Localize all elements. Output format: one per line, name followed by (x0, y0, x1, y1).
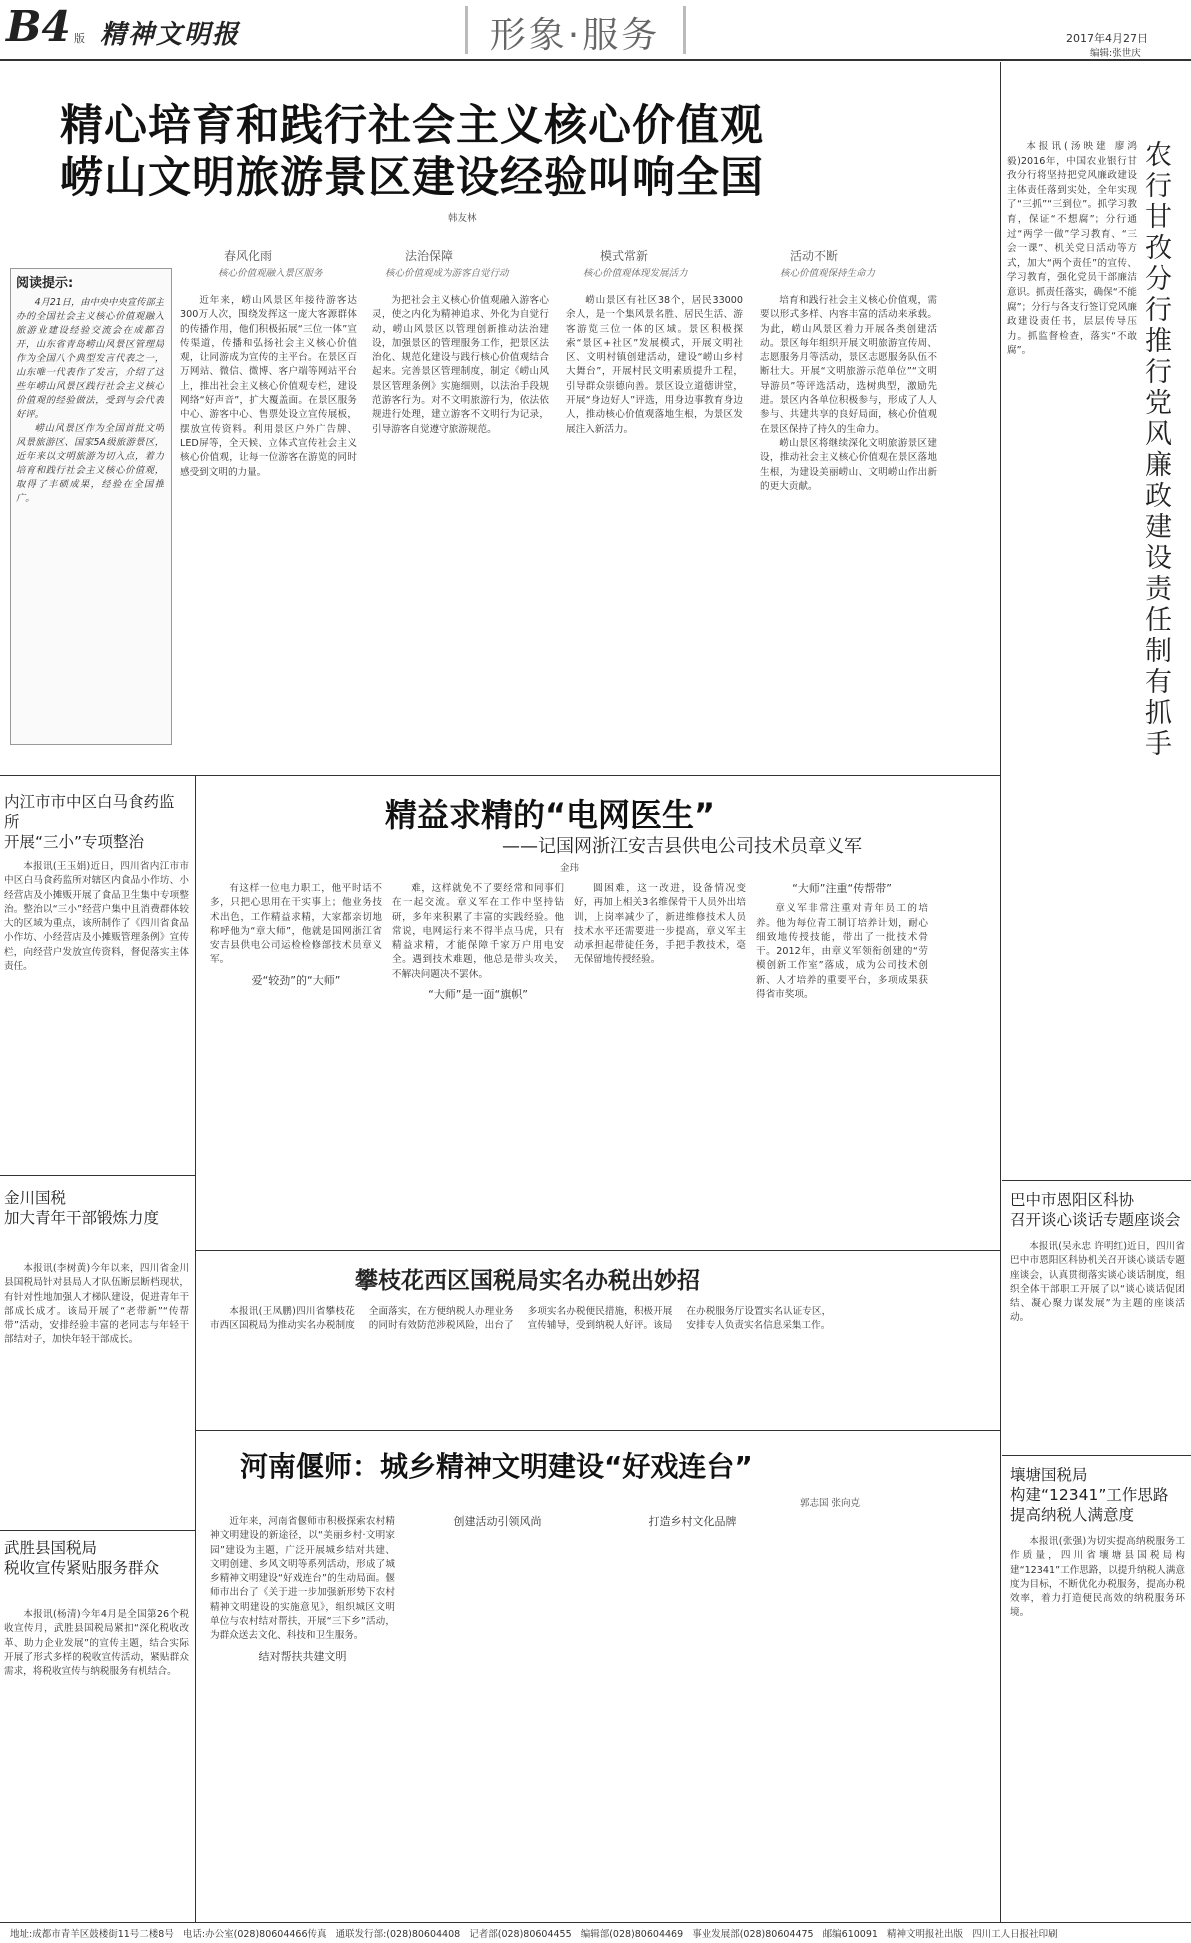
section-note-2: 核心价值观成为游客自觉行动 (385, 268, 509, 279)
jinchuan-text-p: 本报讯(李树黄)今年以来，四川省金川县国税局针对县局人才队伍断层断档现状，有针对性地加强人才梯队建设，促进青年干部成长成才。该局开展了“老带新”“传帮带”活动，安排经验丰富的老同志与年轻干部结对子，加快年轻干部成长。 (4, 1263, 189, 1346)
main-col-2 (372, 294, 549, 759)
main-col-2-text: 为把社会主义核心价值观融入游客心灵，使之内化为精神追求、外化为自觉行动，崂山风景区以管理创新推动法治建设，加强景区的管理服务工作，把景区法治化、规范化建设与践行核心价值观结合起来。完善景区管理制度，制定《崂山风景区管理条例》实施细则，以法治手段规范游客行为。对不文明旅游行为，依法依规进行处理，建立游客不文明行为记录，引导游客自觉遵守旅游规范。 (372, 295, 549, 435)
main-col-4 (760, 294, 937, 759)
rangtang-title-line3: 提高纳税人满意度 (1010, 1506, 1135, 1524)
footer-editorial: 编辑部(028)80604469 (580, 1929, 684, 1940)
editor-name: 编辑:张世庆 (1090, 48, 1141, 59)
enyang-title-line1: 巴中市恩阳区科协 (1010, 1191, 1135, 1209)
section-note-4: 核心价值观保持生命力 (780, 268, 876, 279)
yanshi-title: 河南偃师：城乡精神文明建设“好戏连台” (240, 1450, 753, 1483)
panzhihua-text-p: 本报讯(王凤鹏)四川省攀枝花市西区国税局为推动实名办税制度全面落实，在方便纳税人办理业务的同时有效防范涉税风险，出台了多项实名办税便民措施，积极开展宣传辅导，受到纳税人好评。该局在办税服务厅设置实名认证专区，安排专人负责实名信息采集工作。 (210, 1306, 832, 1332)
baima-text (4, 860, 189, 1150)
section-title-3: 模式常新 (600, 249, 649, 263)
main-col-4-text: 培育和践行社会主义核心价值观，需要以形式多样、内容丰富的活动来承载。为此，崂山风景区着力开展各类创建活动。景区每年组织开展文明旅游宣传周、志愿服务月等活动，景区志愿服务队伍不断壮大。开展“文明旅游示范单位”“文明导游员”等评选活动，选树典型，激励先进。景区内各单位积极参与，形成了人人参与、共建共享的良好局面，核心价值观在景区保持了持久的生命力。 (760, 295, 937, 435)
footer-printer: 四川工人日报社印刷 (972, 1929, 1058, 1940)
right-col-title: 农行甘孜分行推行党风廉政建设责任制有抓手 (1145, 140, 1172, 760)
rangtang-title-line2: 构建“12341”工作思路 (1010, 1486, 1169, 1504)
right-lower-rule (1002, 1180, 1191, 1181)
feature-title: 精益求精的“电网医生” (385, 796, 716, 834)
masthead (0, 0, 1191, 60)
footer-postcode: 邮编610091 (822, 1929, 878, 1940)
wusheng-title (4, 1538, 189, 1578)
footer-bar (10, 1926, 1185, 1940)
feature-col-1 (210, 882, 382, 1242)
jinchuan-title (4, 1188, 189, 1228)
yanshi-col-2 (405, 1515, 590, 1910)
wusheng-text-p: 本报讯(杨清)今年4月是全国第26个税收宣传月，武胜县国税局紧扣“深化税收改革、助力企业发展”的宣传主题，结合实际开展了形式多样的税收宣传活动，紧贴群众需求，将税收宣传与纳税服务有机结合。 (4, 1609, 189, 1678)
enyang-title (1010, 1190, 1185, 1230)
headline-line1: 精心培育和践行社会主义核心价值观 (60, 101, 764, 151)
feature-col-1-text: 有这样一位电力职工，他平时话不多，只把心思用在干实事上；他业务技术出色，工作精益求精，大家都亲切地称呼他为“章大师”，他就是国网浙江省安吉县供电公司运检检修部技术员章义军。 (210, 883, 382, 966)
feature-col-3-text: 圆困难，这一改进，设备情况变好，再加上相关3名维保骨干人员外出培训，上岗率减少了，新进维修技术人员技术水平还需要进一步提高，章义军主动承担起带徒任务，手把手教技术，毫无保留地传授经验。 (574, 883, 746, 966)
wusheng-title-line2: 税收宣传紧贴服务群众 (4, 1559, 160, 1577)
jinchuan-title-line2: 加大青年干部锻炼力度 (4, 1209, 160, 1227)
section-note-3: 核心价值观体现发展活力 (583, 268, 688, 279)
feature-col-3 (574, 882, 746, 1242)
main-col-1 (180, 294, 357, 759)
masthead-rule (0, 59, 1191, 61)
feature-author: 金玮 (560, 863, 580, 874)
yanshi-col-1 (210, 1515, 395, 1910)
main-col-1-text: 近年来，崂山风景区年接待游客达300万人次，围绕发挥这一庞大客源群体的传播作用，他们积极拓展“三位一体”宣传渠道，传播和弘扬社会主义核心价值观，让同游成为宣传的主平台。在景区百万网站、微信、微博、客户端等网站平台上，推出社会主义核心价值观专栏，建设网络“好声音”，扩大覆盖面。在景区服务中心、游客中心、售票处设立宣传展板，摆放宣传资料。利用景区户外广告牌、LED屏等，全天候、立体式宣传社会主义核心价值观，让每一位游客在游览的同时感受到文明的力量。 (180, 295, 357, 478)
baima-title (4, 792, 189, 852)
issue-date: 2017年4月27日 (1066, 32, 1148, 45)
left-column-divider (195, 776, 196, 1922)
section-title: 形象·服务 (489, 15, 661, 56)
feature-col-4 (756, 882, 928, 1242)
feature-section-1: 爱“较劲”的“大师” (251, 973, 341, 987)
feature-col-4-text: 章义军非常注重对青年员工的培养。他为每位青工制订培养计划，耐心细致地传授技能，带出了一批技术骨干。2012年，由章义军领衔创建的“劳模创新工作室”落成，成为公司技术创新、人才培养的重要平台，多项成果获得省市奖项。 (756, 903, 928, 1001)
left-rule-1 (0, 1175, 195, 1176)
main-col-4-cont: 崂山景区将继续深化文明旅游景区建设，推动社会主义核心价值观在景区落地生根，为建设美丽崂山、文明崂山作出新的更大贡献。 (760, 437, 937, 492)
rangtang-title-line1: 壤塘国税局 (1010, 1466, 1088, 1484)
yanshi-section-2: 创建活动引领风尚 (453, 1515, 542, 1528)
panzhihua-bottom-rule (196, 1430, 1000, 1431)
wusheng-title-line1: 武胜县国税局 (4, 1539, 98, 1557)
footer-rule (0, 1922, 1191, 1923)
left-rule-2 (0, 1530, 195, 1531)
rangtang-text-p: 本报讯(张强)为切实提高纳税服务工作质量，四川省壤塘县国税局构建“12341”工作思路，以提升纳税人满意度为目标，不断优化办税服务，提高办税效率，着力打造便民高效的纳税服务环境。 (1010, 1536, 1185, 1619)
feature-section-3: “大师”是一面“旗帜” (428, 988, 528, 1002)
footer-office: 电话:办公室(028)80604466传真 (182, 1929, 327, 1940)
right-col-text (1007, 140, 1137, 1150)
baima-title-line1: 内江市市中区白马食药监所 (4, 793, 175, 831)
footer-reporters: 记者部(028)80604455 (469, 1929, 572, 1940)
yanshi-section-1: 结对帮扶共建文明 (258, 1649, 347, 1663)
feature-col-2-text: 难，这样就免不了要经常和同事们在一起交流。章义军在工作中坚持钻研，多年来积累了丰富的实践经验。他常说，电网运行来不得半点马虎，只有精益求精，才能保障千家万户用电安全。遇到技术难题，他总是带头攻关，不解决问题决不罢休。 (392, 883, 564, 980)
baima-text-p: 本报讯(王玉娟)近日，四川省内江市市中区白马食药监所对辖区内食品小作坊、小经营店及小摊贩开展了食品卫生集中专项整治。整治以“三小”经营户集中且消费群体较大的区域为重点，该所制作了《四川省食品小作坊、小经营店及小摊贩管理条例》宣传栏，向经营户发放宣传资料，督促落实主体责任。 (4, 861, 189, 973)
jinchuan-text (4, 1262, 189, 1527)
main-col-3 (566, 294, 743, 759)
right-col-text-p: 本报讯(汤映建 廖鸿毅)2016年，中国农业银行甘孜分行将坚持把党风廉政建设主体责任落到实处，全年实现了“三抓”“三到位”。抓学习教育，保证“不想腐”；分行通过“两学一做”学习教育、“三会一课”、机关党日活动等方式，加大“两个责任”的宣传、学习教育，强化党员干部廉洁意识。抓责任落实，确保“不能腐”；分行与各支行签订党风廉政建设责任书，层层传导压力。抓监督检查，落实“不敢腐”。 (1007, 141, 1137, 357)
right-lower-rule-2 (1002, 1455, 1191, 1456)
yanshi-section-3: 打造乡村文化品牌 (648, 1515, 737, 1528)
section-title-4: 活动不断 (790, 249, 839, 263)
footer-business: 事业发展部(028)80604475 (692, 1929, 814, 1940)
footer-publisher: 精神文明报社出版 (886, 1929, 963, 1940)
yanshi-col-3 (600, 1515, 785, 1910)
footer-ads: 通联发行部:(028)80604408 (335, 1929, 461, 1940)
main-article-bottom-rule (0, 775, 1000, 776)
enyang-title-line2: 召开谈心谈话专题座谈会 (1010, 1211, 1181, 1229)
headline-line2: 崂山文明旅游景区建设经验叫响全国 (60, 153, 764, 203)
feature-section-2: “大师”注重“传帮带” (792, 882, 892, 895)
enyang-text (1010, 1240, 1185, 1450)
panzhihua-title: 攀枝花西区国税局实名办税出妙招 (355, 1268, 700, 1294)
feature-bottom-rule (196, 1250, 1000, 1251)
section-title-1: 春风化雨 (224, 249, 273, 263)
enyang-text-p: 本报讯(吴永忠 许明红)近日，四川省巴中市恩阳区科协机关召开谈心谈话专题座谈会，认真贯彻落实谈心谈话制度，组织全体干部职工开展了以“谈心谈话促团结、凝心聚力谋发展”为主题的座谈活动。 (1010, 1241, 1185, 1324)
baima-title-line2: 开展“三小”专项整治 (4, 833, 145, 851)
reading-tips-heading: 阅读提示: (16, 276, 74, 291)
rangtang-title (1010, 1465, 1185, 1525)
section-title-2: 法治保障 (405, 249, 454, 263)
feature-col-2 (392, 882, 564, 1242)
right-column-divider (1000, 62, 1001, 1922)
reading-tips-p2: 崂山风景区作为全国首批文明风景旅游区、国家5A级旅游景区，近年来以文明旅游为切入点，着力培育和践行社会主义核心价值观，取得了丰硕成果，经验在全国推广。 (16, 423, 164, 504)
footer-address: 地址:成都市青羊区鼓楼街11号二楼8号 (10, 1929, 174, 1940)
page-suffix: 版 (74, 32, 85, 45)
page-number: B4 (6, 2, 71, 51)
main-col-3-text: 崂山景区有社区38个，居民33000余人，是一个集风景名胜、居民生活、游客游览三位一体的区域。景区积极探索“景区+社区”发展模式，开展文明社区、文明村镇创建活动，建设“崂山乡村大舞台”，开展村民文明素质提升工程，引导群众崇德向善。景区设立道德讲堂，开展“身边好人”评选，用身边事教育身边人，推动核心价值观落地生根，为景区发展注入新活力。 (566, 295, 743, 435)
main-author: 韩友林 (448, 213, 477, 224)
yanshi-col-1-text: 近年来，河南省偃师市积极探索农村精神文明建设的新途径，以“美丽乡村·文明家园”建设为主题，广泛开展城乡结对共建、文明创建、乡风文明等系列活动，形成了城乡精神文明建设“好戏连台”的生动局面。偃师市出台了《关于进一步加强新形势下农村精神文明建设的实施意见》，组织城区文明单位与农村结对帮扶，开展“三下乡”活动，为群众送去文化、科技和卫生服务。 (210, 1516, 395, 1642)
rangtang-text (1010, 1535, 1185, 1910)
section-note-1: 核心价值观融入景区服务 (218, 268, 323, 279)
wusheng-text (4, 1608, 189, 1908)
jinchuan-title-line1: 金川国税 (4, 1189, 67, 1207)
yanshi-author: 郭志国 张向克 (800, 1498, 861, 1509)
panzhihua-text (210, 1305, 990, 1415)
feature-subtitle: ——记国网浙江安吉县供电公司技术员章义军 (502, 836, 862, 857)
reading-tips-text (16, 296, 164, 736)
paper-name: 精神文明报 (100, 20, 241, 50)
main-headline (60, 100, 920, 204)
reading-tips-p1: 4月21日，由中央中央宣传部主办的全国社会主义核心价值观融入旅游业建设经验交流会在成都召开，山东省青岛崂山风景区管理局作为全国八个典型发言代表之一，山东唯一代表作了发言，介绍了这些年崂山风景区践行社会主义核心价值观的经验做法，受到与会代表好评。 (16, 297, 164, 420)
